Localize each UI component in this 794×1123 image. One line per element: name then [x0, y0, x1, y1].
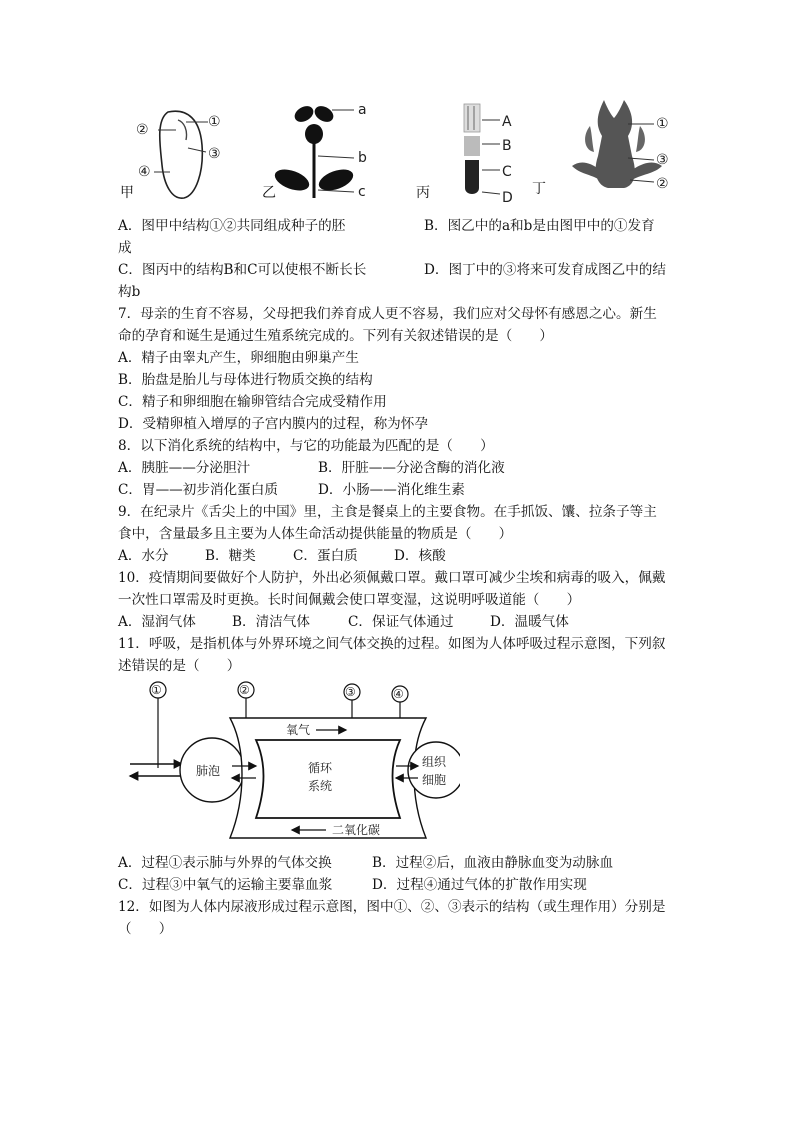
- q9-stem-1: 9．在纪录片《舌尖上的中国》里，主食是餐桌上的主要食物。在手抓饭、馕、拉条子等主: [118, 504, 657, 520]
- yi-label-b: b: [358, 150, 367, 166]
- figure-respiration-diagram: [120, 678, 460, 850]
- q8-option-c: C．胃——初步消化蛋白质: [118, 482, 278, 498]
- resp-mark-2: ②: [239, 683, 250, 697]
- jia-caption: 甲: [120, 185, 134, 201]
- q11-stem-2: 述错误的是（ ）: [118, 658, 241, 674]
- oxygen-label: 氧气: [286, 723, 311, 737]
- q7-stem-2: 命的孕育和诞生是通过生殖系统完成的。下列有关叙述错误的是（ ）: [118, 328, 553, 344]
- q10-option-b: B．清洁气体: [232, 614, 310, 630]
- tissue-label-2: 细胞: [422, 773, 447, 787]
- jia-mark-4: ④: [138, 164, 151, 180]
- yi-caption: 乙: [262, 185, 276, 201]
- bing-label-C: C: [502, 164, 512, 180]
- alveoli-label: 肺泡: [196, 764, 221, 778]
- q7-option-d: D．受精卵植入增厚的子宫内膜内的过程，称为怀孕: [118, 416, 428, 432]
- q8-option-b: B．肝脏——分泌含酶的消化液: [318, 460, 505, 476]
- q6-option-b: B．图乙中的a和b是由图甲中的①发育: [424, 218, 655, 234]
- ding-mark-2: ②: [656, 176, 669, 192]
- seed-outline: [160, 111, 203, 198]
- bing-caption: 丙: [416, 185, 430, 201]
- q12-stem-1: 12．如图为人体内尿液形成过程示意图，图中①、②、③表示的结构（或生理作用）分别是: [118, 899, 666, 915]
- embryo-curve: [178, 120, 187, 140]
- yi-label-a: a: [358, 102, 367, 118]
- jia-mark-1: ①: [208, 114, 221, 130]
- jia-mark-3: ③: [208, 146, 221, 162]
- q9-option-c: C．蛋白质: [293, 548, 358, 564]
- circulation-label-1: 循环: [308, 761, 333, 775]
- q10-stem-1: 10．疫情期间要做好个人防护，外出必须佩戴口罩。戴口罩可减少尘埃和病毒的吸入，佩戴: [118, 570, 666, 586]
- q10-option-a: A．湿润气体: [118, 614, 196, 630]
- ding-mark-1: ①: [656, 116, 669, 132]
- q10-stem-2: 一次性口罩需及时更换。长时间佩戴会使口罩变湿，这说明呼吸道能（ ）: [118, 592, 581, 608]
- bing-label-B: B: [502, 138, 512, 154]
- q12-stem-2: （ ）: [118, 921, 173, 937]
- jia-mark-2: ②: [136, 122, 149, 138]
- circulation-label-2: 系统: [308, 779, 333, 793]
- q7-option-b: B．胎盘是胎儿与母体进行物质交换的结构: [118, 372, 373, 388]
- figure-ding-bud: [562, 96, 682, 200]
- q10-option-d: D．温暖气体: [490, 614, 569, 630]
- q11-option-a: A．过程①表示肺与外界的气体交换: [118, 855, 332, 871]
- bing-label-A: A: [502, 114, 512, 130]
- q11-option-c: C．过程③中氧气的运输主要靠血浆: [118, 877, 333, 893]
- q6-option-d: D．图丁中的③将来可发育成图乙中的结: [424, 262, 666, 278]
- q9-stem-2: 食中，含量最多且主要为人体生命活动提供能量的物质是（ ）: [118, 526, 513, 542]
- bing-label-D: D: [502, 190, 513, 206]
- figure-yi-seedling: [262, 98, 392, 208]
- q6-option-a: A．图甲中结构①②共同组成种子的胚: [118, 218, 346, 234]
- co2-label: 二氧化碳: [332, 823, 381, 837]
- resp-mark-3: ③: [345, 685, 356, 699]
- q8-option-d: D．小肠——消化维生素: [318, 482, 465, 498]
- q9-option-a: A．水分: [118, 548, 169, 564]
- q6-option-c: C．图丙中的结构B和C可以使根不断长长: [118, 262, 367, 278]
- q6-option-b-cont: 成: [118, 240, 132, 256]
- q7-option-a: A．精子由睾丸产生，卵细胞由卵巢产生: [118, 350, 359, 366]
- q9-option-b: B．糖类: [205, 548, 256, 564]
- tissue-label-1: 组织: [422, 755, 447, 769]
- figure-bing-root-tip: [450, 100, 520, 208]
- q7-option-c: C．精子和卵细胞在输卵管结合完成受精作用: [118, 394, 387, 410]
- q9-option-d: D．核酸: [394, 548, 446, 564]
- figure-jia-seed: [118, 100, 238, 200]
- q10-option-c: C．保证气体通过: [348, 614, 454, 630]
- q11-option-b: B．过程②后，血液由静脉血变为动脉血: [372, 855, 614, 871]
- q8-option-a: A．胰脏——分泌胆汁: [118, 460, 251, 476]
- yi-label-c: c: [358, 184, 366, 200]
- q11-option-d: D．过程④通过气体的扩散作用实现: [372, 877, 587, 893]
- resp-mark-1: ①: [151, 683, 162, 697]
- q6-option-d-cont: 构b: [118, 284, 141, 300]
- ding-mark-3: ③: [656, 152, 669, 168]
- q8-stem: 8．以下消化系统的结构中，与它的功能最为匹配的是（ ）: [118, 438, 494, 454]
- q11-stem-1: 11．呼吸，是指机体与外界环境之间气体交换的过程。如图为人体呼吸过程示意图，下列叙: [118, 636, 666, 652]
- resp-mark-4: ④: [393, 687, 404, 701]
- ding-caption: 丁: [532, 181, 546, 197]
- q7-stem-1: 7．母亲的生育不容易，父母把我们养育成人更不容易，我们应对父母怀有感恩之心。新生: [118, 306, 657, 322]
